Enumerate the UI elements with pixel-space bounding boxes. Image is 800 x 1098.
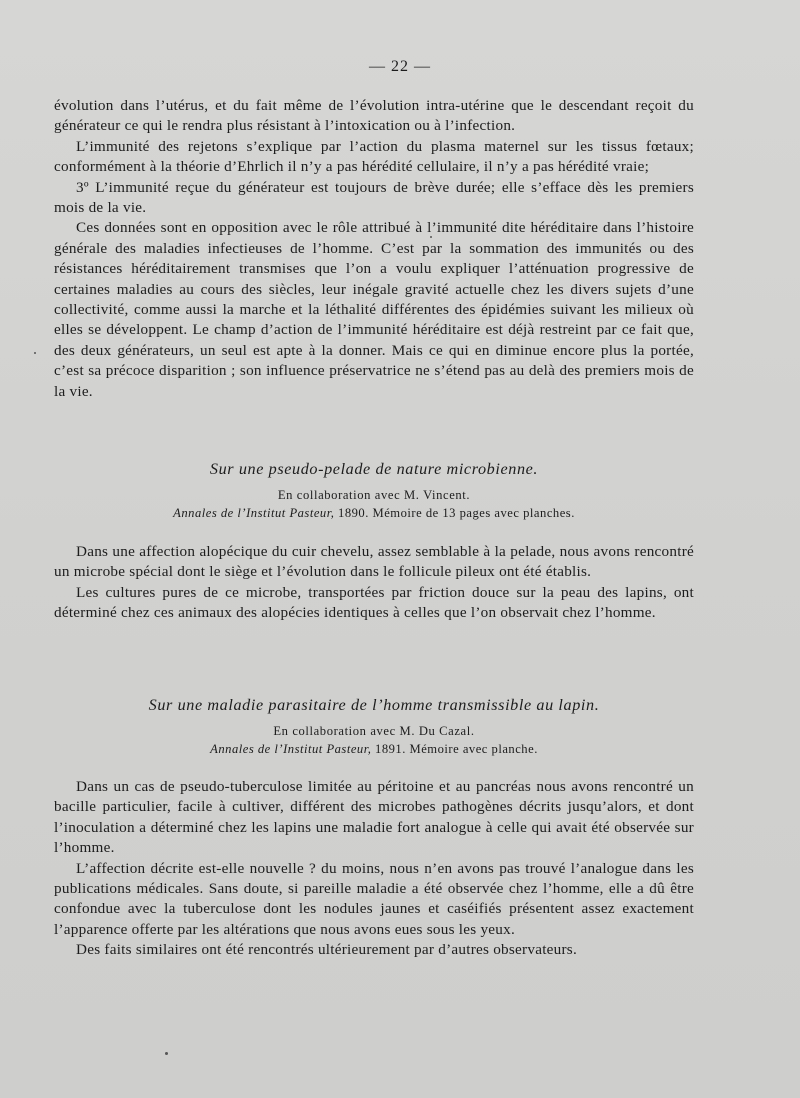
paragraph: 3º L’immunité reçue du générateur est toujours de brève durée; elle s’efface dès les premiers mois de la vie. [54,178,694,217]
collaboration-line: En collaboration avec M. Vincent. [277,488,471,502]
publication-line [54,742,694,757]
intro-text [54,96,694,402]
section-title: Sur une maladie parasitaire de l’homme transmissible au lapin. [148,696,600,714]
paragraph: L’immunité des rejetons s’explique par l’action du plasma maternel sur les tissus fœtaux; conformément à la théorie d’Ehrlich il n’y a pas hérédité cellulaire, il n’y a pas hérédité vraie; [54,137,694,176]
paragraph: L’affection décrite est-elle nouvelle ? du moins, nous n’en avons pas trouvé l’analogue dans les publications médicales. Sans doute, si pareille maladie a été observée chez l’homme, elle a dû être confondue avec la tuberculose dont les nodules jaunes et caséifiés présentent assez exactement l’apparence offerte par les altérations que nous avons eues sous les yeux. [54,859,694,938]
paragraph: Les cultures pures de ce microbe, transportées par friction douce sur la peau des lapins, ont déterminé chez ces animaux des alopécies identiques à celles que l’on observait chez l’homme. [54,583,694,622]
journal-name: Annales de l’Institut Pasteur, [173,506,335,520]
publication-details: 1890. Mémoire de 13 pages avec planches. [334,506,575,520]
section-title: Sur une pseudo-pelade de nature microbienne. [209,460,539,478]
collaboration-line: En collaboration avec M. Du Cazal. [273,724,475,738]
publication-details: 1891. Mémoire avec planche. [371,742,538,756]
paragraph: Dans un cas de pseudo-tuberculose limitée au péritoine et au pancréas nous avons rencontré un bacille particulier, facile à cultiver, différent des microbes pathogènes décrits jusqu’alors, et dont l’inoculation a déterminé chez les lapins une maladie fort analogue à celle qui avait été observée sur l’homme. [54,778,694,857]
section-heading-maladie-parasitaire [54,696,694,757]
section2-text [54,777,694,961]
section1-text [54,542,694,624]
paper-speck [165,1052,168,1055]
page-number: — 22 — [369,58,431,75]
paragraph: Ces données sont en opposition avec le rôle attribué à l’immunité dite héréditaire dans l’histoire générale des maladies infectieuses de l’homme. C’est par la sommation des immunités ou des résistances héréditairement transmises que l’on a voulu expliquer l’atténuation progressive de certaines maladies au cours des siècles, leur inégale gravité actuelle chez les divers sujets d’une collectivité, comme aussi la marche et la léthalité différentes des épidémies suivant les milieux où elles se développent. Le champ d’action de l’immunité héréditaire est déjà restreint par ce fait que, des deux générateurs, un seul est apte à la donner. Mais ce qui en diminue encore plus la portée, c’est sa précoce disparition ; son influence préservatrice ne s’étend pas au delà des premiers mois de la vie. [54,219,694,400]
paragraph: Dans une affection alopécique du cuir chevelu, assez semblable à la pelade, nous avons rencontré un microbe spécial dont le siège et l’évolution dans le follicule pileux ont été établis. [54,543,694,581]
paper-speck [430,236,432,238]
paper-speck [34,352,36,354]
publication-line [54,506,694,521]
journal-name: Annales de l’Institut Pasteur, [210,742,372,756]
section-heading-pseudo-pelade [54,460,694,521]
paragraph: évolution dans l’utérus, et du fait même de l’évolution intra-utérine que le descendant reçoit du générateur ce qui le rendra plus résistant à l’intoxication ou à l’infection. [54,97,694,135]
paragraph: Des faits similaires ont été rencontrés ultérieurement par d’autres observateurs. [76,941,578,959]
